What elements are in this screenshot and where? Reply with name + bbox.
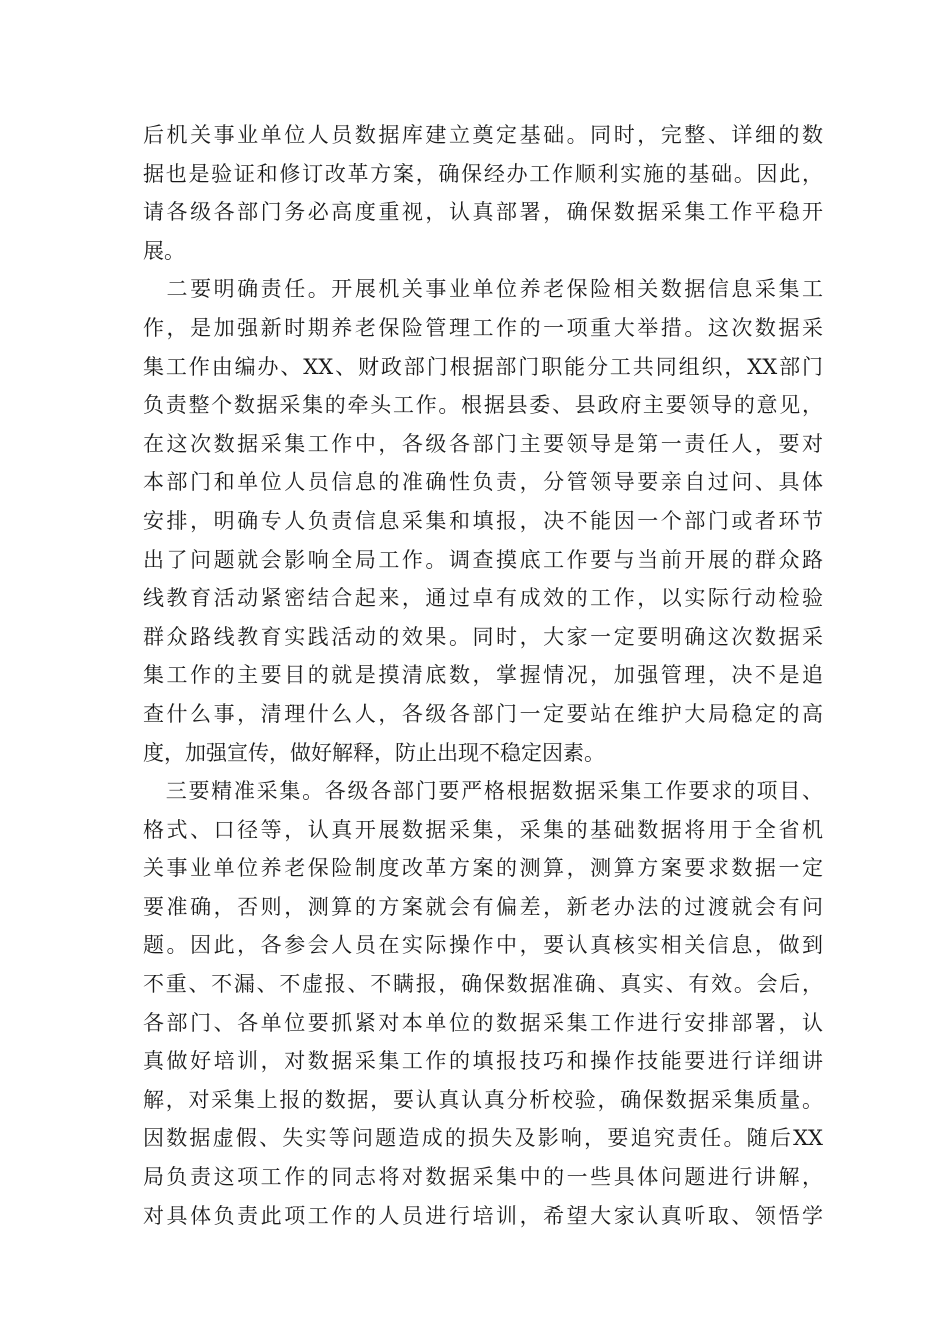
- text-line: 安排，明确专人负责信息采集和填报，决不能因一个部门或者环节: [143, 508, 823, 533]
- text-line: 因数据虚假、失实等问题造成的损失及影响，要追究责任。随后XX: [143, 1126, 823, 1151]
- text-line: 三要精准采集。各级各部门要严格根据数据采集工作要求的项目、: [143, 779, 823, 804]
- text-line: 度，加强宣传，做好解释，防止出现不稳定因素。: [143, 740, 605, 765]
- text-line: 集工作由编办、XX、财政部门根据部门职能分工共同组织，XX部门: [143, 354, 823, 379]
- text-line: 请各级各部门务必高度重视，认真部署，确保数据采集工作平稳开: [143, 200, 823, 225]
- text-line: 线教育活动紧密结合起来，通过卓有成效的工作，以实际行动检验: [143, 586, 823, 611]
- text-line: 真做好培训，对数据采集工作的填报技巧和操作技能要进行详细讲: [143, 1049, 823, 1074]
- text-line: 展。: [143, 238, 185, 263]
- text-line: 各部门、各单位要抓紧对本单位的数据采集工作进行安排部署，认: [143, 1010, 823, 1035]
- text-line: 局负责这项工作的同志将对数据采集中的一些具体问题进行讲解，: [143, 1165, 823, 1190]
- text-line: 二要明确责任。开展机关事业单位养老保险相关数据信息采集工: [143, 277, 823, 302]
- text-line: 查什么事，清理什么人，各级各部门一定要站在维护大局稳定的高: [143, 701, 823, 726]
- text-line: 在这次数据采集工作中，各级各部门主要领导是第一责任人，要对: [143, 431, 823, 456]
- text-line: 格式、口径等，认真开展数据采集，采集的基础数据将用于全省机: [143, 817, 823, 842]
- text-line: 后机关事业单位人员数据库建立奠定基础。同时，完整、详细的数: [143, 123, 823, 147]
- text-line: 本部门和单位人员信息的准确性负责，分管领导要亲自过问、具体: [143, 470, 823, 495]
- text-line: 关事业单位养老保险制度改革方案的测算，测算方案要求数据一定: [143, 856, 823, 881]
- text-line: 对具体负责此项工作的人员进行培训，希望大家认真听取、领悟学: [143, 1203, 823, 1228]
- text-line: 作，是加强新时期养老保险管理工作的一项重大举措。这次数据采: [143, 315, 823, 340]
- text-line: 解，对采集上报的数据，要认真认真分析校验，确保数据采集质量。: [143, 1087, 823, 1112]
- text-line: 据也是验证和修订改革方案，确保经办工作顺利实施的基础。因此，: [143, 161, 823, 186]
- text-line: 群众路线教育实践活动的效果。同时，大家一定要明确这次数据采: [143, 624, 823, 649]
- document-body: [143, 116, 823, 1235]
- text-line: 题。因此，各参会人员在实际操作中，要认真核实相关信息，做到: [143, 933, 823, 958]
- text-line: 不重、不漏、不虚报、不瞒报，确保数据准确、真实、有效。会后，: [143, 972, 823, 997]
- text-line: 集工作的主要目的就是摸清底数，掌握情况，加强管理，决不是追: [143, 663, 823, 688]
- text-line: 出了问题就会影响全局工作。调查摸底工作要与当前开展的群众路: [143, 547, 823, 572]
- text-line: 要准确，否则，测算的方案就会有偏差，新老办法的过渡就会有问: [143, 894, 823, 919]
- text-line: 负责整个数据采集的牵头工作。根据县委、县政府主要领导的意见，: [143, 393, 823, 418]
